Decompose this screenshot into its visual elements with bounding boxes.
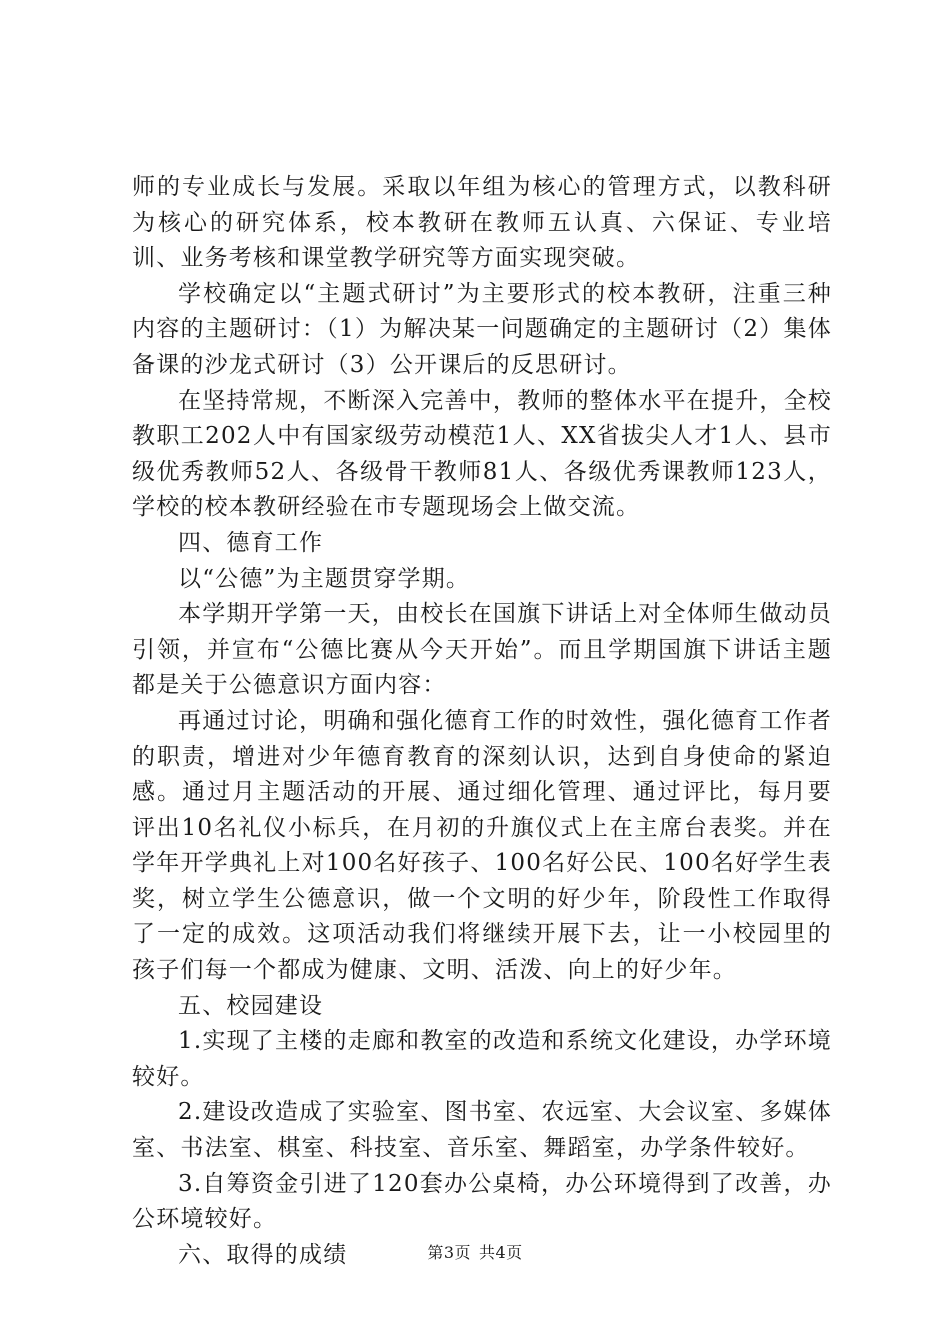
paragraph: 再通过讨论，明确和强化德育工作的时效性，强化德育工作者的职责，增进对少年德育教育的深刻认识，达到自身使命的紧迫感。通过月主题活动的开展、通过细化管理、通过评比，每月要评出10名礼仪小标兵，在月初的升旗仪式上在主席台表奖。并在学年开学典礼上对100名好孩子、100名好公民、100名好学生表奖，树立学生公德意识，做一个文明的好少年，阶段性工作取得了一定的成效。这项活动我们将继续开展下去，让一小校园里的孩子们每一个都成为健康、文明、活泼、向上的好少年。 xyxy=(132,707,832,984)
paragraph: 以“公德”为主题贯穿学期。 xyxy=(178,565,471,592)
document-body xyxy=(132,170,832,1273)
page-number: 第3页 xyxy=(427,1243,471,1262)
page-total: 共4页 xyxy=(479,1243,523,1262)
section-heading: 五、校园建设 xyxy=(178,992,324,1019)
list-item: 2.建设改造成了实验室、图书室、农远室、大会议室、多媒体室、书法室、棋室、科技室、音乐室、舞蹈室，办学条件较好。 xyxy=(132,1099,832,1162)
paragraph: 师的专业成长与发展。采取以年组为核心的管理方式，以教科研为核心的研究体系，校本教研在教师五认真、六保证、专业培训、业务考核和课堂教学研究等方面实现突破。 xyxy=(132,174,832,272)
paragraph: 学校确定以“主题式研讨”为主要形式的校本教研，注重三种内容的主题研讨：（1）为解决某一问题确定的主题研讨（2）集体备课的沙龙式研讨（3）公开课后的反思研讨。 xyxy=(132,280,832,378)
page-footer xyxy=(0,1243,950,1263)
section-heading: 六、取得的成绩 xyxy=(178,1241,348,1268)
list-item: 3.自筹资金引进了120套办公桌椅，办公环境得到了改善，办公环境较好。 xyxy=(132,1170,832,1233)
paragraph: 在坚持常规，不断深入完善中，教师的整体水平在提升，全校教职工202人中有国家级劳动模范1人、XX省拔尖人才1人、县市级优秀教师52人、各级骨干教师81人、各级优秀课教师123人，学校的校本教研经验在市专题现场会上做交流。 xyxy=(132,387,832,521)
list-item: 1.实现了主楼的走廊和教室的改造和系统文化建设，办学环境较好。 xyxy=(132,1028,832,1090)
section-heading: 四、德育工作 xyxy=(178,529,324,556)
paragraph: 本学期开学第一天，由校长在国旗下讲话上对全体师生做动员引领，并宣布“公德比赛从今天开始”。而且学期国旗下讲话主题都是关于公德意识方面内容： xyxy=(132,601,832,699)
